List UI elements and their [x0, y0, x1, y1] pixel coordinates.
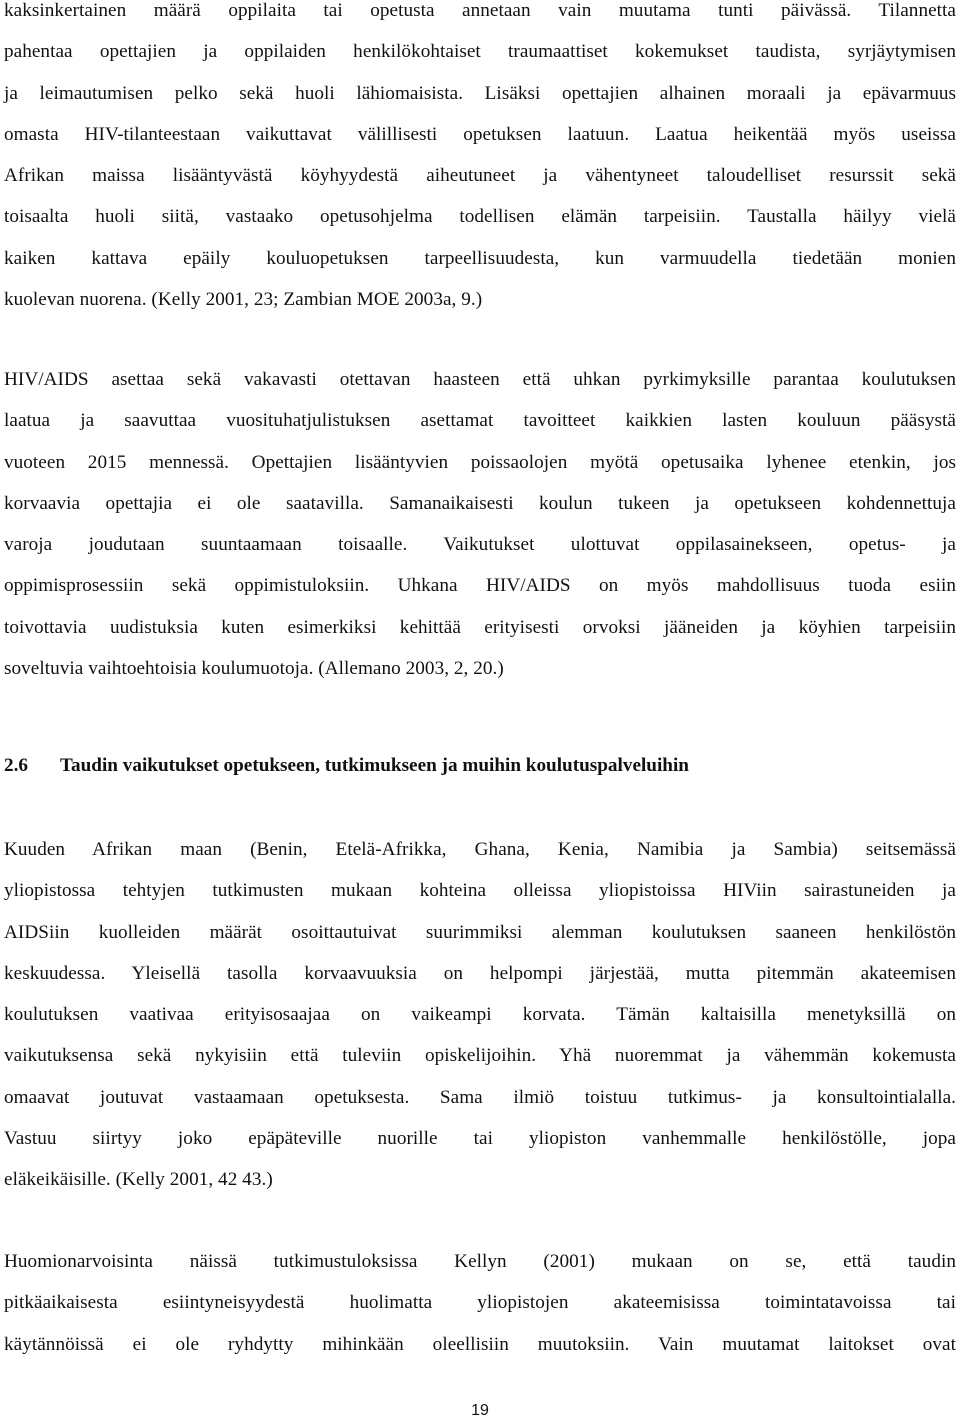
paragraph-3 [4, 829, 956, 1201]
text-line: ja leimautumisen pelko sekä huoli lähiomaisista. Lisäksi opettajien alhainen moraali ja epävarmuus [4, 82, 956, 104]
text-line: Vastuu siirtyy joko epäpäteville nuorille tai yliopiston vanhemmalle henkilöstölle, jopa [4, 1128, 956, 1150]
paragraph-1 [4, 0, 956, 320]
text-line: toivottavia uudistuksia kuten esimerkiksi kehittää erityisesti orvoksi jääneiden ja köyhien tarpeisiin [4, 616, 956, 638]
text-line: soveltuvia vaihtoehtoisia koulumuotoja. (Allemano 2003, 2, 20.) [4, 658, 504, 680]
text-line: laatua ja saavuttaa vuosituhatjulistuksen asettamat tavoitteet kaikkien lasten kouluun pääsystä [4, 410, 956, 432]
text-line: vaikutuksensa sekä nykyisiin että tuleviin opiskelijoihin. Yhä nuoremmat ja vähemmän kokemusta [4, 1045, 956, 1067]
text-line: HIV/AIDS asettaa sekä vakavasti otettavan haasteen että uhkan pyrkimyksille parantaa koulutuksen [4, 369, 956, 390]
page-number: 19 [471, 1402, 489, 1419]
paragraph-4 [4, 1241, 956, 1365]
text-line: kaksinkertainen määrä oppilaita tai opetusta annetaan vain muutama tunti päivässä. Tilannetta [4, 0, 956, 21]
text-line: pahentaa opettajien ja oppilaiden henkilökohtaiset traumaattiset kokemukset taudista, syrjäytymisen [4, 41, 956, 63]
paragraph-2 [4, 359, 956, 689]
text-line: eläkeikäisille. (Kelly 2001, 42 43.) [4, 1169, 273, 1191]
section-number: 2.6 [4, 755, 28, 776]
text-line: Afrikan maissa lisääntyvästä köyhyydestä aiheutuneet ja vähentyneet taloudelliset resurssit sekä [4, 165, 956, 187]
text-line: kaiken kattava epäily kouluopetuksen tarpeellisuudesta, kun varmuudella tiedetään monien [4, 247, 956, 269]
text-line: pitkäaikaisesta esiintyneisyydestä huolimatta yliopistojen akateemisissa toimintatavoissa tai [4, 1292, 956, 1314]
text-line: AIDSiin kuolleiden määrät osoittautuivat suurimmiksi alemman koulutuksen saaneen henkilöstön [4, 921, 956, 943]
text-line: yliopistossa tehtyjen tutkimusten mukaan kohteina olleissa yliopistoissa HIViin sairastuneiden ja [4, 880, 956, 902]
text-line: koulutuksen vaativaa erityisosaajaa on vaikeampi korvata. Tämän kaltaisilla menetyksillä on [4, 1004, 956, 1026]
text-line: kuolevan nuorena. (Kelly 2001, 23; Zambian MOE 2003a, 9.) [4, 289, 483, 311]
text-line: Kuuden Afrikan maan (Benin, Etelä-Afrikka, Ghana, Kenia, Namibia ja Sambia) seitsemässä [4, 839, 956, 860]
section-title: Taudin vaikutukset opetukseen, tutkimukseen ja muihin koulutuspalveluihin [60, 755, 689, 776]
section-heading [4, 755, 689, 777]
text-line: korvaavia opettajia ei ole saatavilla. Samanaikaisesti koulun tukeen ja opetukseen kohdennettuja [4, 492, 956, 514]
text-line: varoja joudutaan suuntaamaan toisaalle. Vaikutukset ulottuvat oppilasainekseen, opetus- ja [4, 534, 956, 556]
text-line: keskuudessa. Yleisellä tasolla korvaavuuksia on helpompi järjestää, mutta pitemmän akateemisen [4, 962, 956, 984]
text-line: käytännöissä ei ole ryhdytty mihinkään oleellisiin muutoksiin. Vain muutamat laitokset ovat [4, 1333, 956, 1355]
text-line: oppimisprosessiin sekä oppimistuloksiin. Uhkana HIV/AIDS on myös mahdollisuus tuoda esiin [4, 575, 956, 597]
text-line: Huomionarvoisinta näissä tutkimustuloksissa Kellyn (2001) mukaan on se, että taudin [4, 1251, 956, 1272]
text-line: vuoteen 2015 mennessä. Opettajien lisääntyvien poissaolojen myötä opetusaika lyhenee etenkin, jos [4, 451, 956, 473]
text-line: omaavat joutuvat vastaamaan opetuksesta. Sama ilmiö toistuu tutkimus- ja konsultointialalla. [4, 1086, 956, 1108]
text-line: toisaalta huoli siitä, vastaako opetusohjelma todellisen elämän tarpeisiin. Taustalla häilyy vielä [4, 206, 956, 228]
text-line: omasta HIV-tilanteestaan vaikuttavat välillisesti opetuksen laatuun. Laatua heikentää myös useissa [4, 123, 956, 145]
